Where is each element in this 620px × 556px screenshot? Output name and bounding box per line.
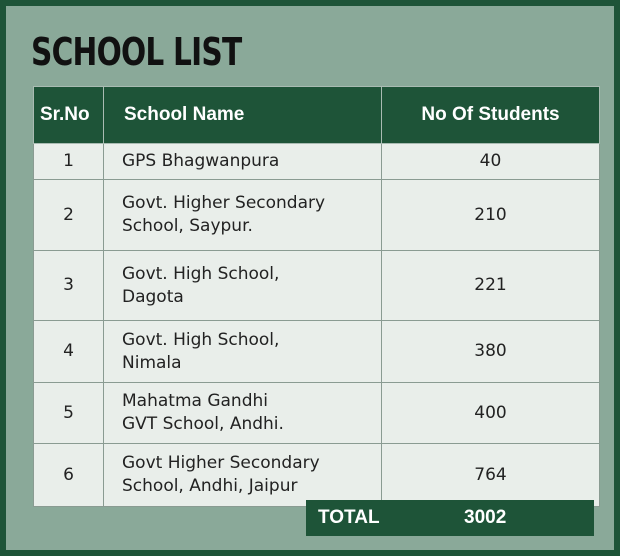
sr-cell: 4 [34, 321, 104, 383]
header-sr-no: Sr.No [34, 87, 104, 144]
student-count-cell: 40 [382, 144, 600, 180]
sr-cell: 1 [34, 144, 104, 180]
student-count-cell: 221 [382, 251, 600, 321]
table-row [34, 144, 600, 180]
table-row [34, 180, 600, 251]
school-name-cell: Govt. Higher Secondary School, Saypur. [104, 180, 382, 251]
table-row [34, 251, 600, 321]
student-count-cell: 400 [382, 383, 600, 444]
sr-cell: 5 [34, 383, 104, 444]
total-label: TOTAL [318, 507, 380, 528]
school-list-panel [6, 6, 614, 550]
student-count-cell: 764 [382, 444, 600, 507]
sr-cell: 3 [34, 251, 104, 321]
school-name-cell: Govt Higher Secondary School, Andhi, Jaipur [104, 444, 382, 507]
header-school-name: School Name [104, 87, 382, 144]
sr-cell: 6 [34, 444, 104, 507]
school-name-cell: Mahatma Gandhi GVT School, Andhi. [104, 383, 382, 444]
table-header-row [34, 87, 600, 144]
table-row [34, 321, 600, 383]
total-bar [306, 500, 594, 536]
total-value: 3002 [464, 507, 507, 528]
student-count-cell: 380 [382, 321, 600, 383]
sr-cell: 2 [34, 180, 104, 251]
page-title: SCHOOL LIST [31, 30, 242, 74]
table-row [34, 383, 600, 444]
school-table [33, 86, 600, 507]
student-count-cell: 210 [382, 180, 600, 251]
school-name-cell: Govt. High School, Nimala [104, 321, 382, 383]
school-name-cell: Govt. High School, Dagota [104, 251, 382, 321]
table-row [34, 444, 600, 507]
school-name-cell: GPS Bhagwanpura [104, 144, 382, 180]
header-no-of-students: No Of Students [382, 87, 600, 144]
